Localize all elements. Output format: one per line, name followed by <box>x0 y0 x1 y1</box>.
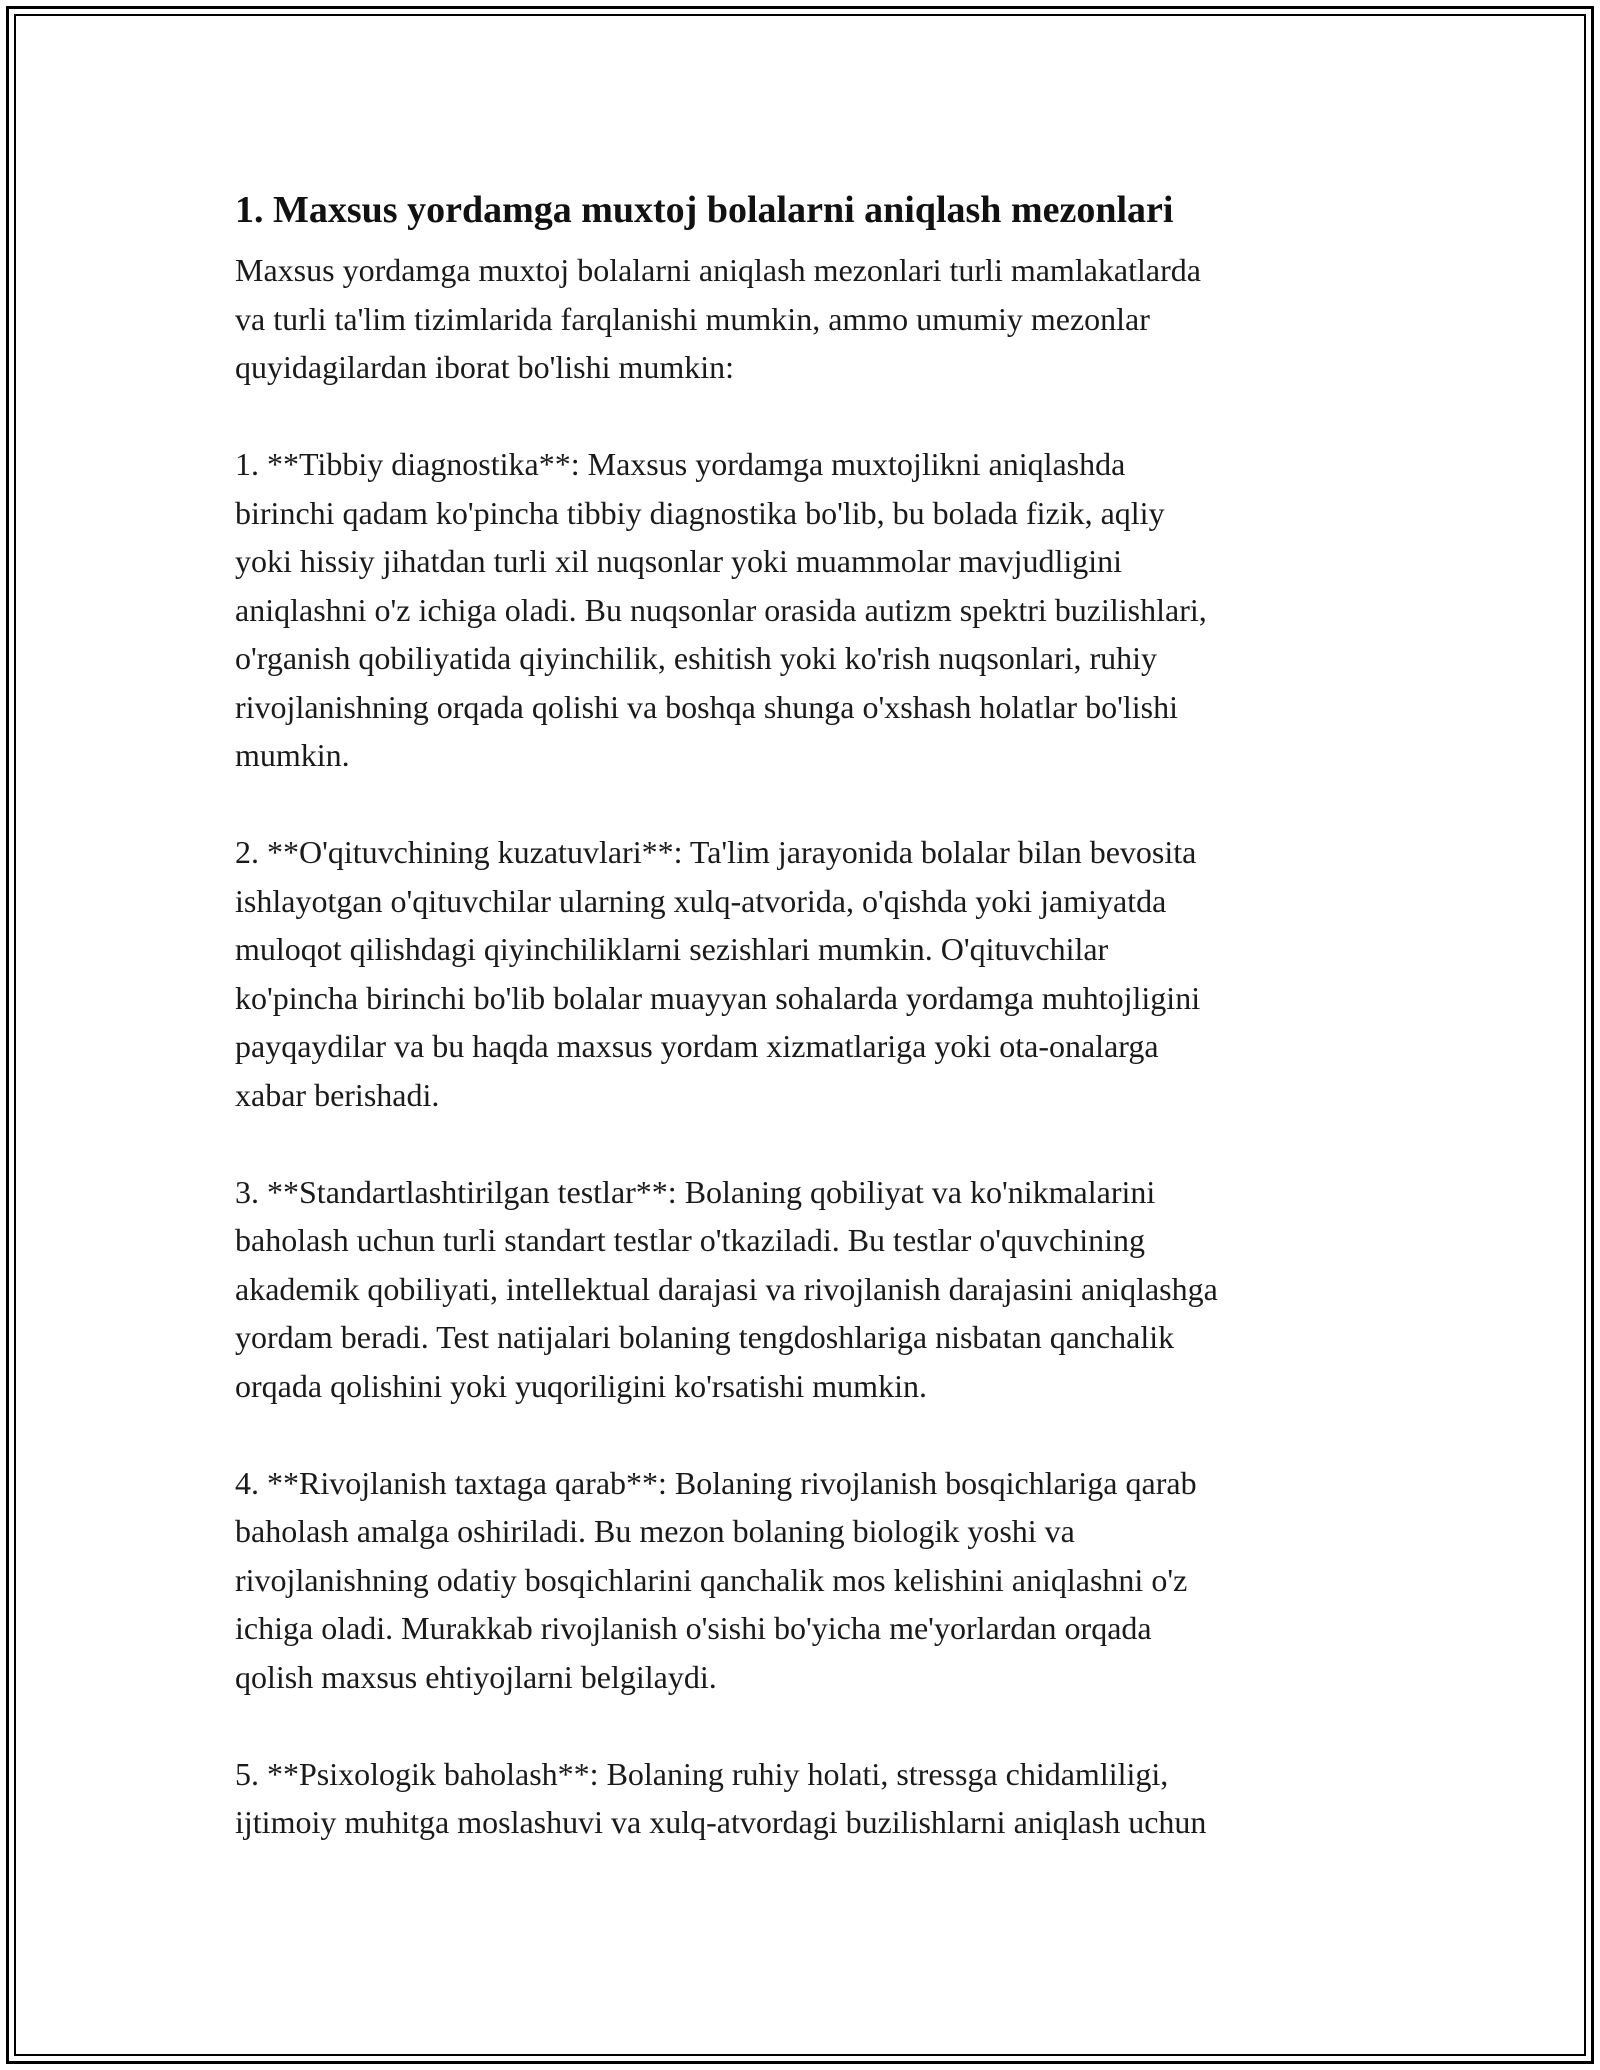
criterion-paragraph-4: 4. **Rivojlanish taxtaga qarab**: Bolaning rivojlanish bosqichlariga qarab baholash amalga oshiriladi. Bu mezon bolaning biologik yoshi va rivojlanishning odatiy bosqichlarini qanchalik mos kelishini aniqlashni o'z ichiga oladi. Murakkab rivojlanish o'sishi bo'yicha me'yorlardan orqada qolish maxsus ehtiyojlarni belgilaydi. <box>235 1464 1197 1695</box>
criterion-paragraph-2: 2. **O'qituvchining kuzatuvlari**: Ta'lim jarayonida bolalar bilan bevosita ishlayotgan o'qituvchilar ularning xulq-atvorida, o'qishda yoki jamiyatda muloqot qilishdagi qiyinchiliklarni sezishlari mumkin. O'qituvchilar ko'pincha birinchi bo'lib bolalar muayyan sohalarda yordamga muhtojligini payqaydilar va bu haqda maxsus yordam xizmatlariga yoki ota-onalarga xabar berishadi. <box>235 834 1201 1113</box>
criterion-paragraph-1: 1. **Tibbiy diagnostika**: Maxsus yordamga muxtojlikni aniqlashda birinchi qadam ko'pincha tibbiy diagnostika bo'lib, bu bolada fizik, aqliy yoki hissiy jihatdan turli xil nuqsonlar yoki muammolar mavjudligini aniqlashni o'z ichiga oladi. Bu nuqsonlar orasida autizm spektri buzilishlari, o'rganish qobiliyatida qiyinchilik, eshitish yoki ko'rish nuqsonlari, ruhiy rivojlanishning orqada qolishi va boshqa shunga o'xshash holatlar bo'lishi mumkin. <box>235 446 1207 773</box>
criterion-paragraph-3: 3. **Standartlashtirilgan testlar**: Bolaning qobiliyat va ko'nikmalarini baholash uchun turli standart testlar o'tkaziladi. Bu testlar o'quvchining akademik qobiliyati, intellektual darajasi va rivojlanish darajasini aniqlashga yordam beradi. Test natijalari bolaning tengdoshlariga nisbatan qanchalik orqada qolishini yoki yuqoriligini ko'rsatishi mumkin. <box>235 1173 1218 1404</box>
intro-paragraph: Maxsus yordamga muxtoj bolalarni aniqlash mezonlari turli mamlakatlarda va turli ta'lim tizimlarida farqlanishi mumkin, ammo umumiy mezonlar quyidagilardan iborat bo'lishi mumkin: <box>235 252 1201 385</box>
document-body <box>235 186 1370 1895</box>
document-title: 1. Maxsus yordamga muxtoj bolalarni aniqlash mezonlari <box>235 189 1174 231</box>
criterion-paragraph-5: 5. **Psixologik baholash**: Bolaning ruhiy holati, stressga chidamliligi, ijtimoiy muhitga moslashuvi va xulq-atvordagi buzilishlarni aniqlash uchun <box>235 1755 1207 1840</box>
